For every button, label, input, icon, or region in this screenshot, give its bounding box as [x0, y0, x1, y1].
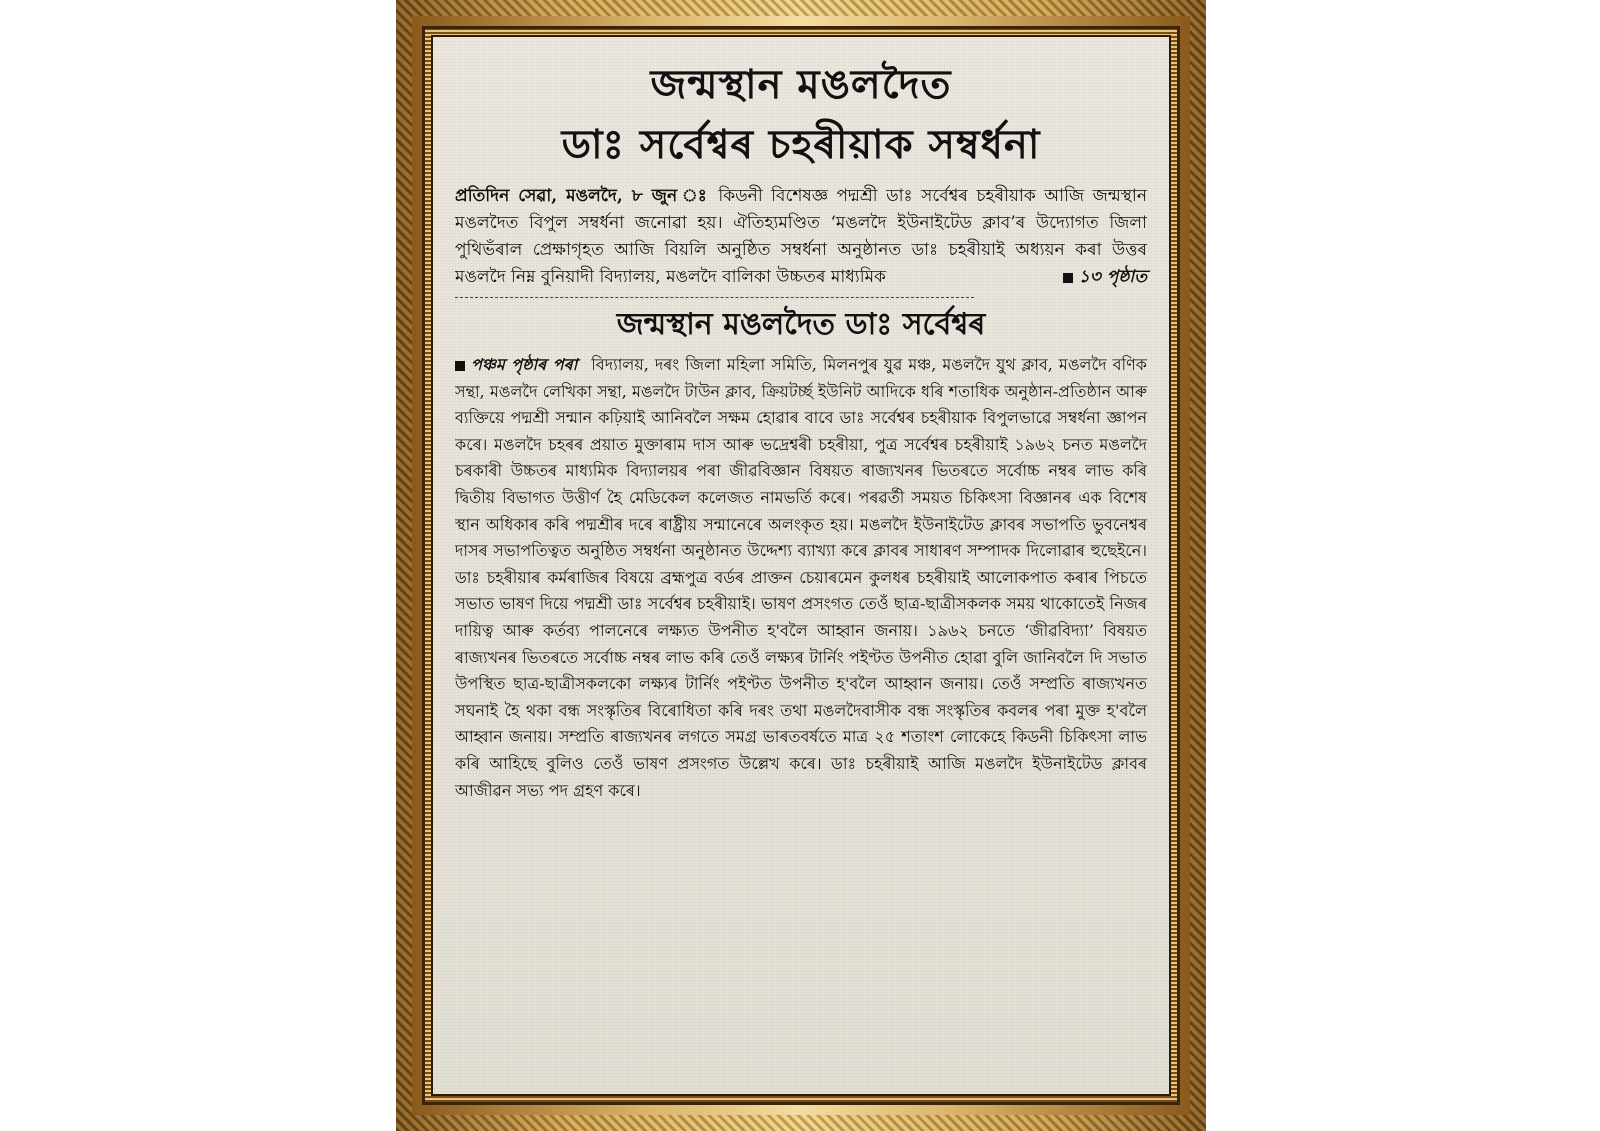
lead-text: কিডনী বিশেষজ্ঞ পদ্মশ্ৰী ডাঃ সৰ্বেশ্বৰ চহৰীয়াক আজি জন্মস্থান মঙলদৈত বিপুল সম্বৰ্ধনা জনোৱা হয়। ঐতিহ্যমণ্ডিত ‘মঙলদৈ ইউনাইটেড ক্লাব’ৰ উদ্যোগত জিলা পুথিভঁৰাল প্ৰেক্ষাগৃহত আজি বিয়লি অনুষ্ঠিত সম্বৰ্ধনা অনুষ্ঠানত ডাঃ চহৰীয়াই অধ্যয়ন কৰা উত্তৰ মঙলদৈ নিম্ন বুনিয়াদী বিদ্যালয়, মঙলদৈ বালিকা উচ্চতৰ মাধ্যমিক	[455, 186, 1148, 287]
bullet-square-icon	[455, 361, 465, 371]
newspaper-clipping	[431, 35, 1171, 1096]
continued-on	[1063, 264, 1147, 291]
gold-frame	[396, 0, 1206, 1131]
headline-line1: জন্মস্থান মঙলদৈত	[650, 62, 952, 108]
frame-bead	[422, 26, 1180, 1105]
continued-on-label: ১৩ পৃষ্ঠাত	[1078, 267, 1147, 287]
continued-from: পঞ্চম পৃষ্ঠাৰ পৰা	[471, 355, 578, 374]
continuation-body	[455, 352, 1147, 804]
dateline: প্ৰতিদিন সেৱা, মঙলদৈ, ৮ জুন ঃ	[455, 186, 710, 206]
continuation-text: বিদ্যালয়, দৰং জিলা মহিলা সমিতি, মিলনপুৰ যুৱ মঞ্চ, মঙলদৈ যুথ ক্লাব, মঙলদৈ বণিক সন্থা, মঙলদৈ লেখিকা সন্থা, মঙলদৈ টাউন ক্লাব, ক্ৰিয়টৰ্চ্ছ ইউনিট আদিকে ধৰি শতাধিক অনুষ্ঠান-প্ৰতিষ্ঠান আৰু ব্যক্তিয়ে পদ্মশ্ৰী সন্মান কঢ়িয়াই আনিবলৈ সক্ষম হোৱাৰ বাবে ডাঃ সৰ্বেশ্বৰ চহৰীয়াক বিপুলভাৱে সম্বৰ্ধনা জ্ঞাপন কৰে। মঙলদৈ চহৰৰ প্ৰয়াত মুক্তাৰাম দাস আৰু ভদ্ৰেশ্বৰী চহৰীয়া, পুত্ৰ সৰ্বেশ্বৰ চহৰীয়াই ১৯৬২ চনত মঙলদৈ চৰকাৰী উচ্চতৰ মাধ্যমিক বিদ্যালয়ৰ পৰা জীৱবিজ্ঞান বিষয়ত ৰাজ্যখনৰ ভিতৰতে সৰ্বোচ্চ নম্বৰ লাভ কৰি দ্বিতীয় বিভাগত উত্তীৰ্ণ হৈ মেডিকেল কলেজত নামভৰ্তি কৰে। পৰৱৰ্তী সময়ত চিকিৎসা বিজ্ঞানৰ এক বিশেষ স্থান অধিকাৰ কৰি পদ্মশ্ৰীৰ দৰে ৰাষ্ট্ৰীয় সন্মানেৰে অলংকৃত হয়। মঙলদৈ ইউনাইটেড ক্লাবৰ সভাপতি ভুবনেশ্বৰ দাসৰ সভাপতিত্বত অনুষ্ঠিত সম্বৰ্ধনা অনুষ্ঠানত উদ্দেশ্য ব্যাখ্যা কৰে ক্লাবৰ সাধাৰণ সম্পাদক দিলোৱাৰ হুছেইনে। ডাঃ চহৰীয়াৰ কৰ্মৰাজিৰ বিষয়ে ব্ৰহ্মপুত্ৰ বৰ্ডৰ প্ৰাক্তন চেয়াৰমেন কুলধৰ চহৰীয়াই আলোকপাত কৰাৰ পিচতে সভাত ভাষণ দিয়ে পদ্মশ্ৰী ডাঃ সৰ্বেশ্বৰ চহৰীয়াই। ভাষণ প্ৰসংগত তেওঁ ছাত্ৰ-ছাত্ৰীসকলক সময় থাকোতেই নিজৰ দায়িত্ব আৰু কৰ্তব্য পালনেৰে লক্ষ্যত উপনীত হ'বলৈ আহ্বান জনায়। ১৯৬২ চনতে ‘জীৱবিদ্যা’ বিষয়ত ৰাজ্যখনৰ ভিতৰতে সৰ্বোচ্চ নম্বৰ লাভ কৰি তেওঁ লক্ষ্যৰ টাৰ্নিং পইণ্টত উপনীত হোৱা বুলি জানিবলৈ দি সভাত উপস্থিত ছাত্ৰ-ছাত্ৰীসকলকো লক্ষ্যৰ টাৰ্নিং পইণ্টত উপনীত হ'বলৈ আহ্বান জনায়। তেওঁ সম্প্ৰতি ৰাজ্যখনত সঘনাই হৈ থকা বন্ধ সংস্কৃতিৰ বিৰোধিতা কৰি দৰং তথা মঙলদৈবাসীক বন্ধ সংস্কৃতিৰ কবলৰ পৰা মুক্ত হ'বলৈ আহ্বান জনায়। সম্প্ৰতি ৰাজ্যখনৰ লগতে সমগ্ৰ ভাৰতবৰ্ষতে মাত্ৰ ২৫ শতাংশ লোকেহে কিডনী চিকিৎসা লাভ কৰি আহিছে বুলিও তেওঁ ভাষণ প্ৰসংগত উল্লেখ কৰে। ডাঃ চহৰীয়াই আজি মঙলদৈ ইউনাইটেড ক্লাবৰ আজীৱন সভ্য পদ গ্ৰহণ কৰে।	[455, 355, 1147, 800]
headline-line2: ডাঃ সৰ্বেশ্বৰ চহৰীয়াক সম্বৰ্ধনা	[561, 122, 1041, 168]
frame-molding	[412, 16, 1190, 1115]
section-divider	[455, 297, 974, 298]
bullet-square-icon	[1063, 273, 1073, 283]
lead-paragraph	[455, 183, 1147, 291]
continuation-headline: জন্মস্থান মঙলদৈত ডাঃ সৰ্বেশ্বৰ	[616, 307, 986, 342]
